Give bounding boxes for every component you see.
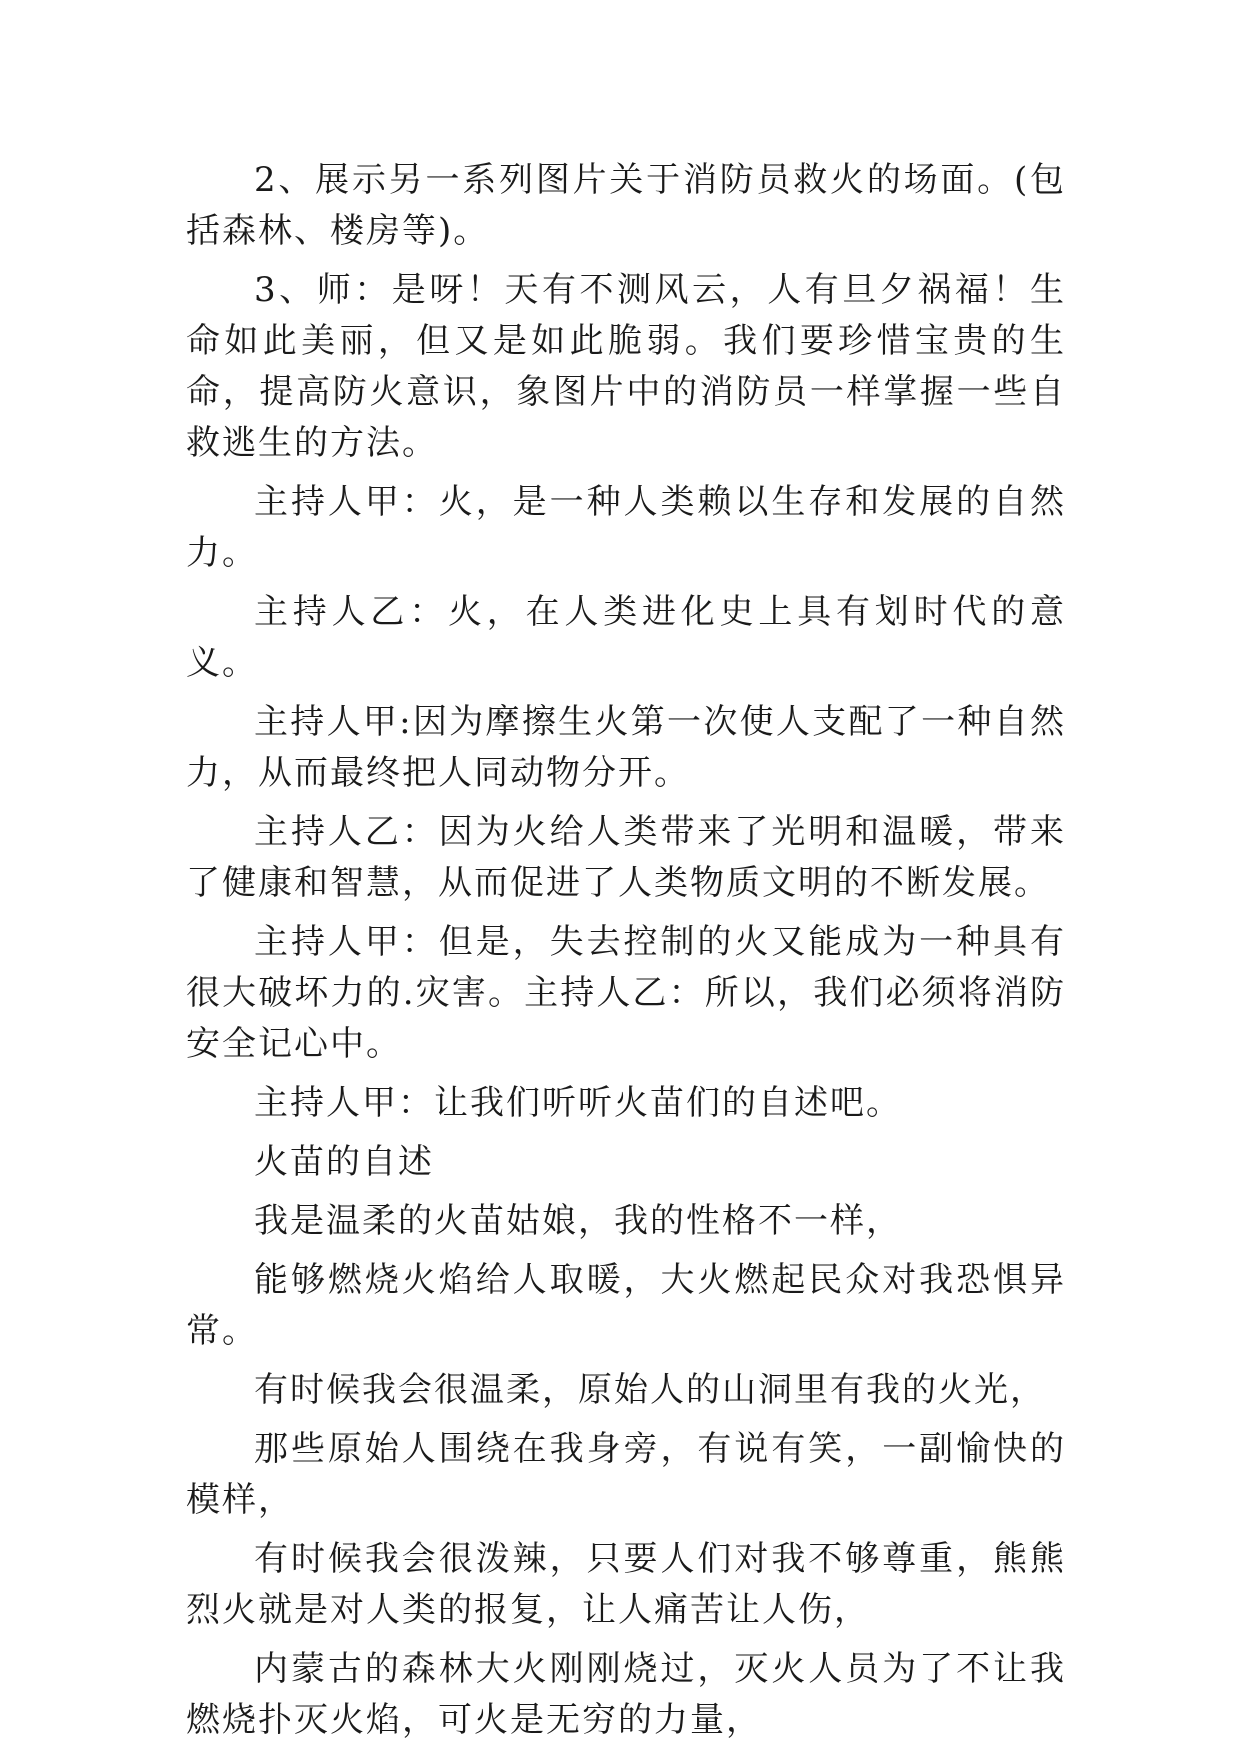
paragraph: 主持人甲：但是，失去控制的火又能成为一种具有很大破坏力的.灾害。主持人乙：所以，我们必须将消防安全记心中。 bbox=[186, 922, 1066, 1064]
poem-line: 能够燃烧火焰给人取暖，大火燃起民众对我恐惧异常。 bbox=[186, 1260, 1066, 1351]
section-heading: 火苗的自述 bbox=[254, 1142, 434, 1182]
paragraph: 主持人甲：让我们听听火苗们的自述吧。 bbox=[254, 1083, 902, 1123]
paragraph: 主持人甲:因为摩擦生火第一次使人支配了一种自然力，从而最终把人同动物分开。 bbox=[186, 702, 1066, 793]
document-body bbox=[186, 155, 1066, 1754]
poem-line: 有时候我会很温柔，原始人的山洞里有我的火光， bbox=[254, 1370, 1046, 1410]
paragraph: 主持人乙：因为火给人类带来了光明和温暖，带来了健康和智慧，从而促进了人类物质文明的不断发展。 bbox=[186, 812, 1066, 903]
poem-line: 内蒙古的森林大火刚刚烧过，灭火人员为了不让我燃烧扑灭火焰，可火是无穷的力量， bbox=[186, 1649, 1066, 1740]
poem-line: 我是温柔的火苗姑娘，我的性格不一样， bbox=[254, 1201, 902, 1241]
poem-line: 有时候我会很泼辣，只要人们对我不够尊重，熊熊烈火就是对人类的报复，让人痛苦让人伤， bbox=[186, 1539, 1066, 1630]
poem-line: 那些原始人围绕在我身旁，有说有笑，一副愉快的模样， bbox=[186, 1429, 1066, 1520]
paragraph: 主持人甲：火，是一种人类赖以生存和发展的自然力。 bbox=[186, 482, 1066, 573]
paragraph: 3、师：是呀！天有不测风云，人有旦夕祸福！生命如此美丽，但又是如此脆弱。我们要珍惜宝贵的生命，提高防火意识，象图片中的消防员一样掌握一些自救逃生的方法。 bbox=[186, 270, 1066, 463]
paragraph: 主持人乙：火，在人类进化史上具有划时代的意义。 bbox=[186, 592, 1066, 683]
paragraph: 2、展示另一系列图片关于消防员救火的场面。(包括森林、楼房等)。 bbox=[186, 160, 1066, 251]
